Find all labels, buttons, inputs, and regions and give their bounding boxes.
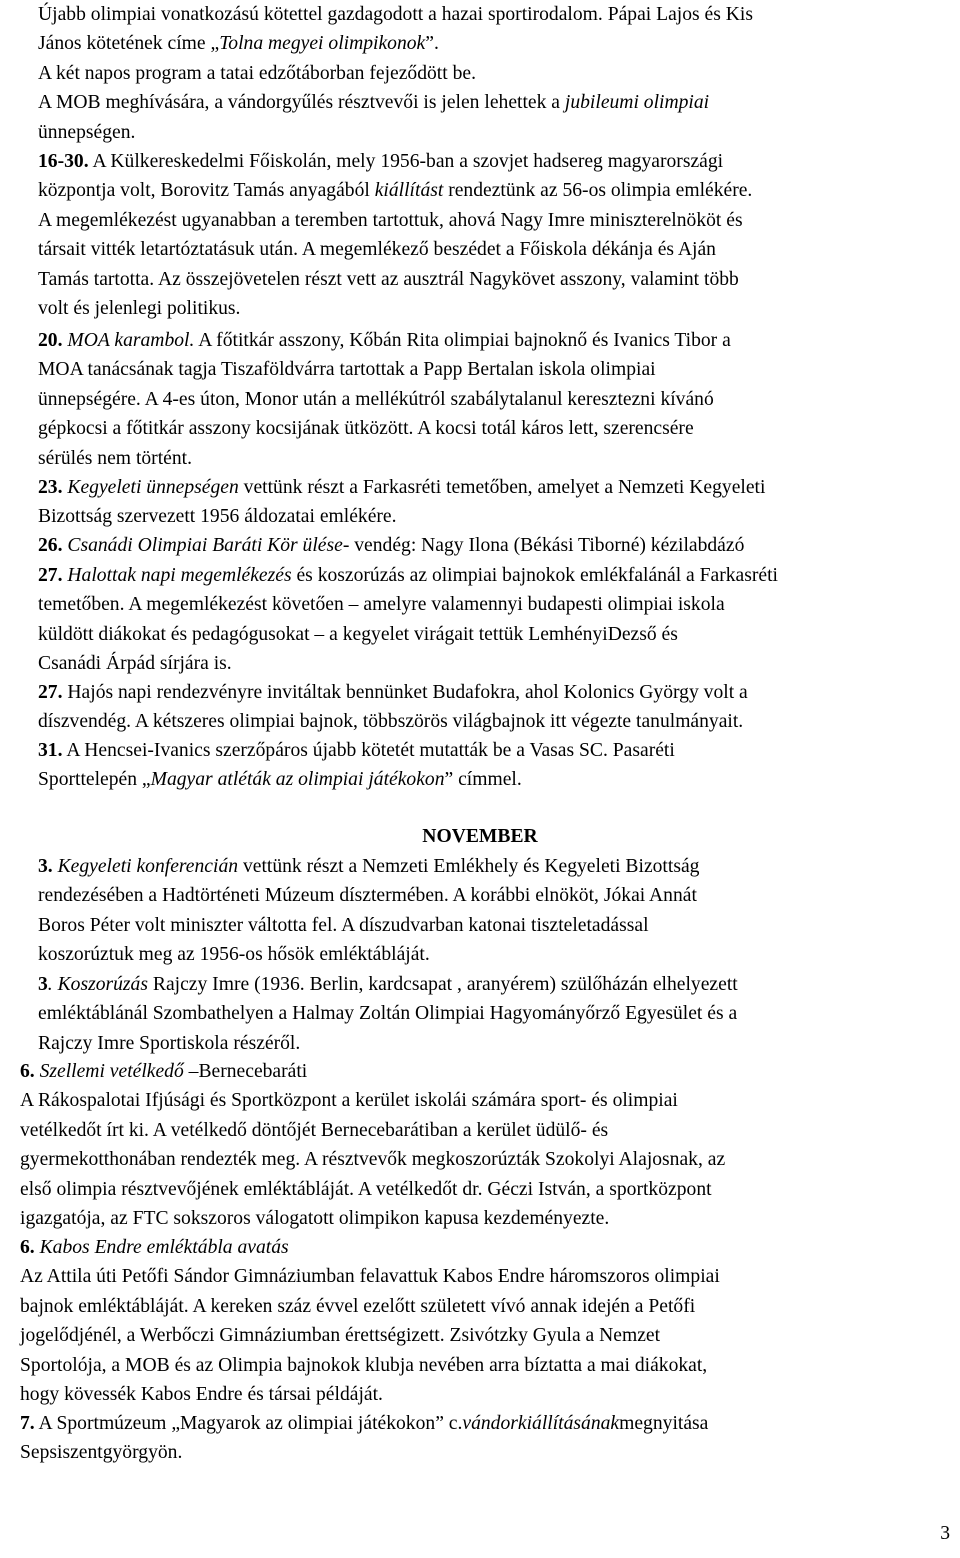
- text-line: A két napos program a tatai edzőtáborban fejeződött be.: [38, 62, 476, 84]
- text-line: Hajós napi rendezvényre invitáltak bennünket Budafokra, ahol Kolonics György volt a: [62, 682, 748, 703]
- entry-nov-3-konferencia: [38, 852, 950, 970]
- text-line: sérülés nem történt.: [38, 447, 192, 469]
- entry-nov-6-kabos: [20, 1233, 950, 1409]
- text-line: vettünk részt a Nemzeti Emlékhely és Kegyeleti Bizottság: [238, 856, 700, 877]
- text-line: első olimpia résztvevőjének emléktábláját. A vetélkedőt dr. Géczi István, a sportközpont: [20, 1178, 712, 1200]
- text-line: Rajczy Imre Sportiskola részéről.: [38, 1032, 301, 1054]
- text-line: –Bernecebaráti: [183, 1061, 308, 1082]
- entry-date: 27.: [38, 682, 63, 703]
- entry-date: 26.: [38, 535, 63, 556]
- text-line: Csanádi Árpád sírjára is.: [38, 653, 232, 675]
- text-line: Az Attila úti Petőfi Sándor Gimnáziumban felavattuk Kabos Endre háromszoros olimpiai: [20, 1266, 720, 1288]
- text-line: igazgatója, az FTC sokszoros válogatott olimpikon kapusa kezdeményezte.: [20, 1208, 610, 1230]
- entry-date: 27.: [38, 565, 63, 586]
- entry-nov-6-vetelkedo: [20, 1057, 950, 1233]
- text-line: vettünk részt a Farkasréti temetőben, amelyet a Nemzeti Kegyeleti: [238, 477, 766, 498]
- entry-27-hajos: [38, 678, 950, 737]
- italic-text: kiállítást: [374, 180, 444, 202]
- text-line: ” címmel.: [444, 769, 522, 791]
- text-line: küldött diákokat és pedagógusokat – a kegyelet virágait tettük LemhényiDezső és: [38, 623, 678, 645]
- entry-date: 3.: [38, 856, 53, 877]
- month-heading: [0, 822, 960, 851]
- text-line: János kötetének címe „: [38, 33, 220, 55]
- text-line: A MOB meghívására, a vándorgyűlés résztvevői is jelen lehettek a: [38, 92, 565, 114]
- text-line: A Sportmúzeum „Magyarok az olimpiai játékokon” c.: [34, 1413, 463, 1434]
- text-line: Bizottság szervezett 1956 áldozatai emlékére.: [38, 506, 397, 528]
- text-line: ünnepségére. A 4-es úton, Monor után a mellékútról szabálytalanul keresztezni kívánó: [38, 388, 714, 410]
- italic-text: Halottak napi megemlékezés: [62, 565, 292, 586]
- entry-date: 6.: [20, 1237, 35, 1258]
- text-line: hogy kövessék Kabos Endre és társai példáját.: [20, 1384, 383, 1406]
- event-title: jubileumi olimpiai: [564, 92, 710, 114]
- entry-27-halottak: [38, 561, 950, 679]
- text-line: és koszorúzás az olimpiai bajnokok emlékfalánál a Farkasréti: [291, 565, 778, 586]
- text-line: Rajczy Imre (1936. Berlin, kardcsapat , aranyérem) szülőházán elhelyezett: [147, 974, 738, 995]
- italic-text: Szellemi vetélkedő: [34, 1061, 184, 1082]
- entry-nov-3-koszoruzas: [38, 970, 950, 1058]
- text-line: Sportolója, a MOB és az Olimpia bajnokok klubja nevében arra bíztatta a mai diákokat,: [20, 1354, 708, 1376]
- text-line: A Külkereskedelmi Főiskolán, mely 1956-ban a szovjet hadsereg magyarországi: [88, 151, 724, 172]
- text-line: társait vitték letartóztatásuk után. A megemlékező beszédet a Főiskola dékánja és Aján: [38, 239, 716, 261]
- text-line: jogelődjénél, a Werbőczi Gimnáziumban érettségizett. Zsivótzky Gyula a Nemzet: [20, 1325, 661, 1347]
- text-line: koszorúztuk meg az 1956-os hősök emléktábláját.: [38, 944, 430, 966]
- text-line: A Rákospalotai Ifjúsági és Sportközpont a kerület iskolái számára sport- és olimpiai: [20, 1090, 678, 1112]
- italic-text: Csanádi Olimpiai Baráti Kör ülése: [62, 535, 343, 556]
- text-line: Sporttelepén „: [38, 769, 151, 791]
- month-heading-text: NOVEMBER: [422, 826, 538, 847]
- text-line: megnyitása: [619, 1413, 709, 1434]
- text-line: gépkocsi a főtitkár asszony kocsijának ütközött. A kocsi totál káros lett, szerencsére: [38, 418, 694, 440]
- entry-date: 6.: [20, 1061, 35, 1082]
- italic-text: Kabos Endre emléktábla avatás: [34, 1237, 289, 1258]
- text-line: - vendég: Nagy Ilona (Békási Tiborné) kézilabdázó: [342, 535, 745, 556]
- text-line: A megemlékezést ugyanabban a teremben tartottuk, ahová Nagy Imre miniszterelnököt és: [38, 209, 743, 231]
- italic-text: . Koszorúzás: [47, 974, 148, 995]
- text-line: A főtitkár asszony, Kőbán Rita olimpiai bajnoknő és Ivanics Tibor a: [194, 330, 731, 351]
- entry-date: 20.: [38, 330, 63, 351]
- entry-date: 7.: [20, 1413, 35, 1434]
- entry-nov-7: [20, 1409, 950, 1468]
- text-line: bajnok emléktábláját. A kereken száz évvel ezelőtt született vívó annak idején a Petőfi: [20, 1295, 696, 1317]
- entry-31: [38, 736, 950, 795]
- text-line: vetélkedőt írt ki. A vetélkedő döntőjét Bernecebarátiban a kerület üdülő- és: [20, 1119, 609, 1141]
- text-line: rendezésében a Hadtörténeti Múzeum dísztermében. A korábbi elnököt, Jókai Annát: [38, 885, 697, 907]
- text-line: Boros Péter volt miniszter váltotta fel. A díszudvarban katonai tiszteletadással: [38, 914, 649, 936]
- text-line: emléktáblánál Szombathelyen a Halmay Zoltán Olimpiai Hagyományőrző Egyesület és a: [38, 1003, 738, 1025]
- italic-text: MOA karambol.: [62, 330, 195, 351]
- text-line: temetőben. A megemlékezést követően – amelyre valamennyi budapesti olimpiai iskola: [38, 594, 725, 616]
- text-line: Sepsiszentgyörgyön.: [20, 1442, 183, 1464]
- italic-text: vándorkiállításának: [462, 1413, 620, 1434]
- text-line: Újabb olimpiai vonatkozású kötettel gazdagodott a hazai sportirodalom. Pápai Lajos és Kis: [38, 4, 753, 25]
- book-title: Magyar atléták az olimpiai játékokon: [150, 769, 445, 791]
- entry-20: [38, 326, 950, 473]
- text-line: központja volt, Borovitz Tamás anyagából: [38, 180, 375, 202]
- page-number: 3: [940, 1523, 950, 1544]
- italic-text: Kegyeleti konferencián: [52, 856, 239, 877]
- entry-23: [38, 473, 950, 532]
- italic-text: Kegyeleti ünnepségen: [62, 477, 239, 498]
- entry-date: 23.: [38, 477, 63, 498]
- text-line: MOA tanácsának tagja Tiszaföldvárra tartottak a Papp Bertalan iskola olimpiai: [38, 359, 656, 381]
- text-line: volt és jelenlegi politikus.: [38, 298, 241, 320]
- entry-date: 16-30.: [38, 151, 89, 172]
- text-line: gyermekotthonában rendezték meg. A résztvevők megkoszorúzták Szokolyi Alajosnak, az: [20, 1149, 726, 1171]
- intro-block: [38, 0, 950, 147]
- text-line: ünnepségen.: [38, 121, 136, 143]
- text-line: ”.: [425, 33, 439, 55]
- entry-26: [38, 531, 950, 560]
- book-title: Tolna megyei olimpikonok: [219, 33, 426, 55]
- entry-date: 3: [38, 974, 48, 995]
- text-line: díszvendég. A kétszeres olimpiai bajnok, többszörös világbajnok itt végezte tanulmányait.: [38, 711, 744, 733]
- text-line: Tamás tartotta. Az összejövetelen részt vett az ausztrál Nagykövet asszony, valamint több: [38, 268, 739, 290]
- entry-date: 31.: [38, 740, 63, 761]
- text-line: A Hencsei-Ivanics szerzőpáros újabb kötetét mutatták be a Vasas SC. Pasaréti: [62, 740, 675, 761]
- text-line: rendeztünk az 56-os olimpia emlékére.: [443, 180, 753, 202]
- entry-16-30: [38, 147, 950, 323]
